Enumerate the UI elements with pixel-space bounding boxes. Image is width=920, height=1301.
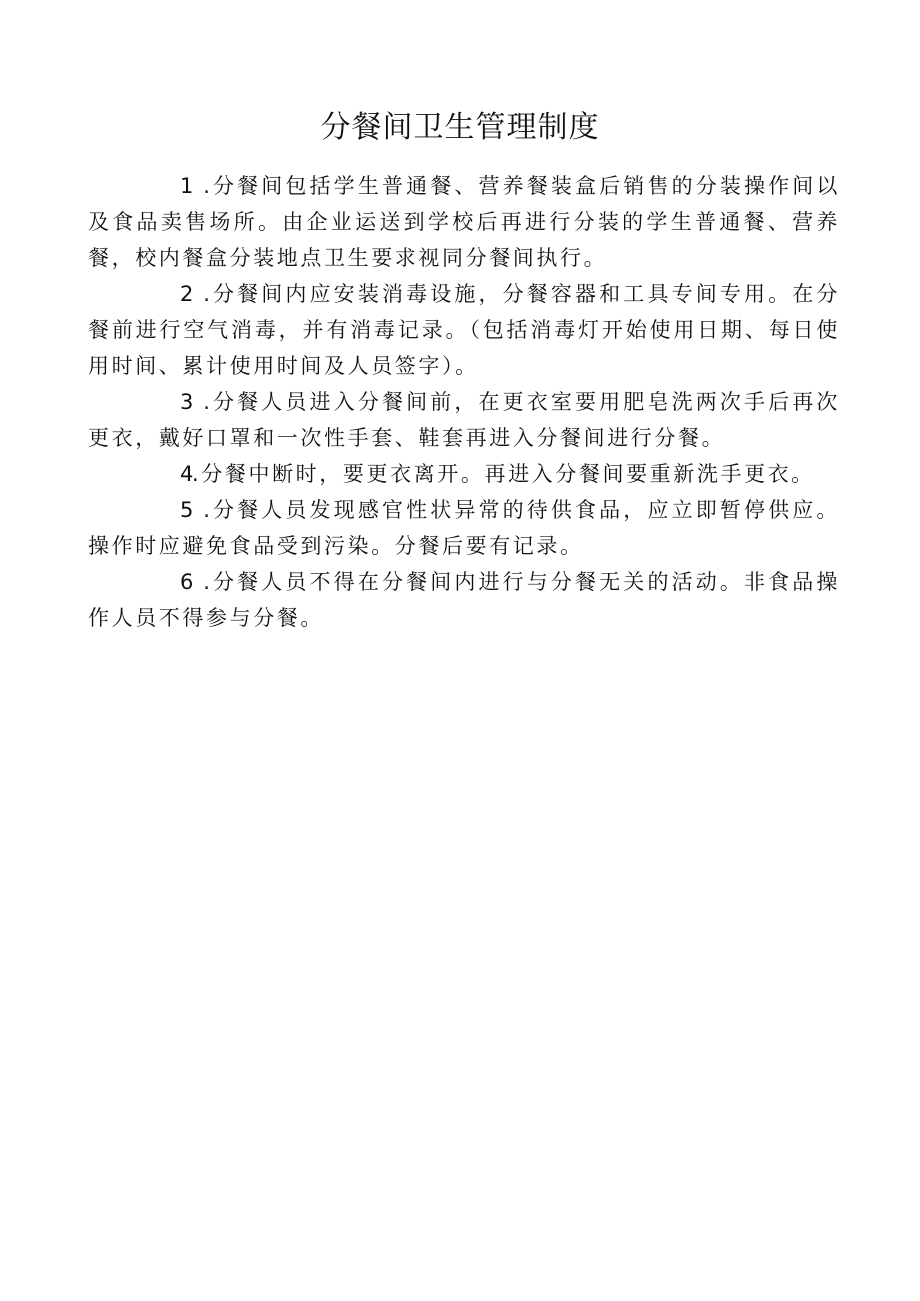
- rule-text: .分餐人员发现感官性状异常的待供食品，应立即暂停供应。操作时应避免食品受到污染。分餐后要有记录。: [88, 498, 840, 558]
- rule-text: .分餐中断时，要更衣离开。再进入分餐间要重新洗手更衣。: [192, 462, 815, 486]
- rule-number: 5: [180, 498, 194, 522]
- rule-item-2: [88, 276, 840, 384]
- rule-number: 4: [180, 462, 194, 486]
- rule-item-6: [88, 564, 840, 636]
- rule-text: .分餐间内应安装消毒设施，分餐容器和工具专间专用。在分餐前进行空气消毒，并有消毒记录。（包括消毒灯开始使用日期、每日使用时间、累计使用时间及人员签字）。: [88, 282, 840, 378]
- rule-number: 2: [180, 282, 194, 306]
- rule-text: .分餐间包括学生普通餐、营养餐装盒后销售的分装操作间以及食品卖售场所。由企业运送到学校后再进行分装的学生普通餐、营养餐，校内餐盒分装地点卫生要求视同分餐间执行。: [88, 174, 840, 270]
- document-body: [88, 168, 840, 636]
- rule-item-5: [88, 492, 840, 564]
- rule-item-4: [88, 456, 840, 492]
- rule-number: 6: [180, 570, 194, 594]
- rule-text: .分餐人员进入分餐间前，在更衣室要用肥皂洗两次手后再次更衣，戴好口罩和一次性手套、鞋套再进入分餐间进行分餐。: [88, 390, 840, 450]
- rule-item-3: [88, 384, 840, 456]
- rule-number: 1: [180, 174, 194, 198]
- rule-item-1: [88, 168, 840, 276]
- document-title: 分餐间卫生管理制度: [320, 110, 600, 145]
- rule-text: .分餐人员不得在分餐间内进行与分餐无关的活动。非食品操作人员不得参与分餐。: [88, 570, 840, 630]
- rule-number: 3: [180, 390, 194, 414]
